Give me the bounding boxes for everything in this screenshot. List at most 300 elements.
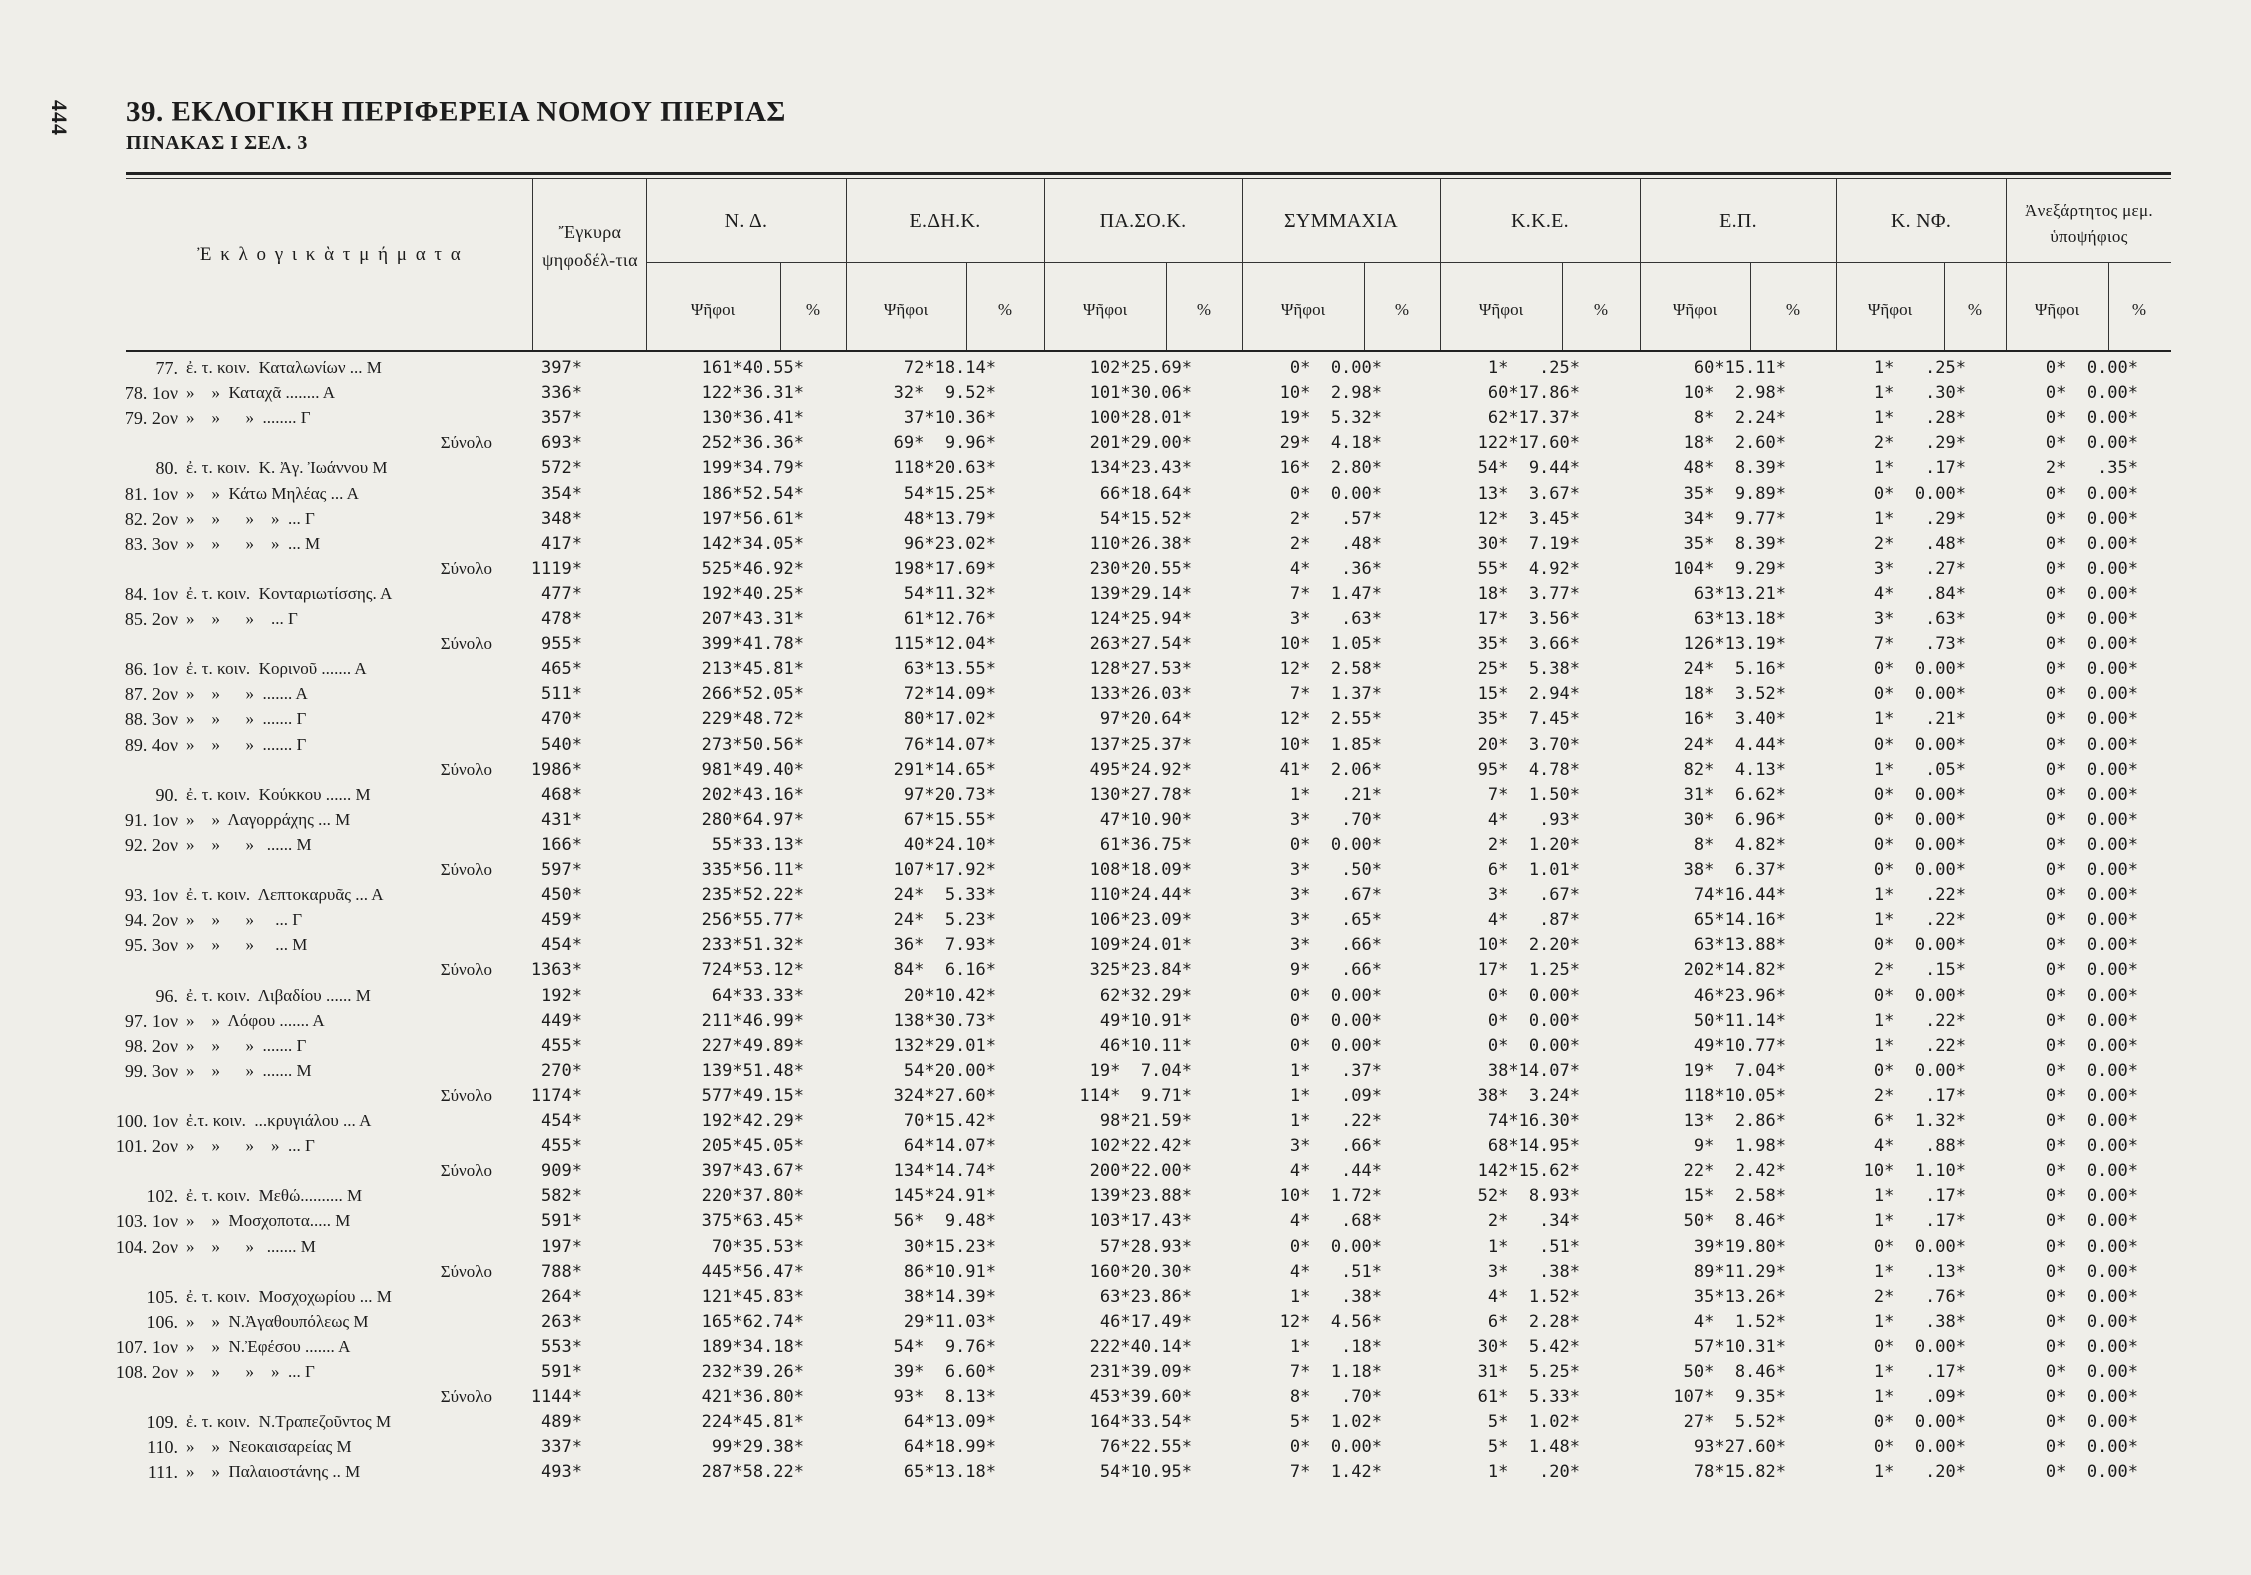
edik-result: 64*18.99* [903,1437,996,1458]
edik-result: 72*14.09* [903,684,996,705]
edik-result: 67*15.55* [903,809,996,830]
symmaxia-result: 41* 2.06* [1279,759,1382,780]
section-name: » » » » ... Γ [186,1136,315,1156]
symmaxia-result: 8* .70* [1289,1387,1382,1408]
independent-result: 0* 0.00* [2045,910,2138,931]
knf-result: 0* 0.00* [1873,985,1966,1006]
ep-result: 35* 9.89* [1683,483,1786,504]
nd-result: 142*34.05* [701,533,804,554]
section-name: » » » ... Γ [186,910,303,930]
header-sub-rule [646,262,2171,263]
knf-result: 2* .76* [1873,1286,1966,1307]
kke-result: 7* 1.50* [1487,784,1580,805]
nd-result: 287*58.22* [701,1462,804,1483]
kke-result: 12* 3.45* [1477,508,1580,529]
independent-result: 0* 0.00* [2045,885,2138,906]
section-name: » » Λόφου ....... Α [186,1010,325,1030]
knf-result: 3* .63* [1873,609,1966,629]
independent-result: 0* 0.00* [2045,1060,2138,1081]
valid-ballots: 511* [541,684,582,705]
total-row [0,958,2251,982]
ep-result: 78*15.82* [1693,1462,1786,1483]
edik-result: 54*20.00* [903,1060,996,1081]
kke-result: 35* 3.66* [1477,634,1580,655]
symmaxia-result: 2* .48* [1289,533,1382,554]
table-row [0,908,2251,932]
total-row [0,758,2251,782]
row-number: 86. 1ον [124,659,178,680]
ep-result: 63*13.88* [1693,935,1786,956]
edik-result: 39* 6.60* [893,1362,996,1382]
pasok-result: 46*17.49* [1099,1311,1192,1332]
independent-result: 0* 0.00* [2045,1286,2138,1307]
valid-ballots: 572* [541,458,582,479]
ep-result: 18* 2.60* [1683,433,1786,454]
nd-result: 266*52.05* [701,684,804,705]
edik-result: 48*13.79* [903,508,996,529]
row-number: 98. 2ον [124,1035,178,1056]
knf-result: 1* .17* [1873,1186,1966,1207]
knf-result: 6* 1.32* [1873,1111,1966,1131]
independent-result: 0* 0.00* [2045,1362,2138,1382]
row-number: 99. 3ον [124,1060,178,1081]
valid-ballots: 909* [541,1161,582,1182]
valid-ballots: 270* [541,1060,582,1081]
section-name: ἐ. τ. κοιν. Κονταριωτίσσης. Α [186,583,393,603]
independent-result: 0* 0.00* [2045,784,2138,805]
table-row [0,582,2251,606]
pasok-result: 61*36.75* [1099,834,1192,855]
header-pct: % [1593,300,1609,319]
independent-result: 0* 0.00* [2045,1412,2138,1433]
pasok-result: 110*26.38* [1089,533,1192,554]
knf-result: 0* 0.00* [1873,684,1966,705]
header-pct: % [805,300,821,319]
nd-result: 139*51.48* [701,1060,804,1081]
knf-result: 1* .09* [1873,1387,1966,1408]
section-name: » » » » ... Γ [186,508,315,528]
section-name: Σύνολο [440,433,492,453]
kke-result: 13* 3.67* [1477,483,1580,504]
symmaxia-result: 2* .57* [1289,508,1382,529]
ep-result: 31* 6.62* [1683,784,1786,805]
valid-ballots: 478* [541,609,582,629]
row-number: 100. 1ον [115,1111,178,1131]
table-row [0,657,2251,681]
independent-result: 0* 0.00* [2045,860,2138,880]
knf-result: 1* .30* [1873,383,1966,404]
valid-ballots: 354* [541,483,582,504]
section-name: » » Ν.Ἐφέσου ....... Α [186,1336,351,1356]
valid-ballots: 693* [541,433,582,454]
section-name: ἐ. τ. κοιν. Μοσχοχωρίου ... Μ [186,1286,392,1306]
independent-result: 0* 0.00* [2045,1387,2138,1408]
valid-ballots: 450* [541,885,582,906]
symmaxia-result: 29* 4.18* [1279,433,1382,454]
section-name: Σύνολο [440,960,492,980]
symmaxia-result: 10* 1.85* [1279,734,1382,755]
pasok-result: 164*33.54* [1089,1412,1192,1433]
kke-result: 62*17.37* [1487,408,1580,429]
section-name: ἐ. τ. κοιν. Καταλωνίων ... Μ [186,358,382,377]
symmaxia-result: 19* 5.32* [1279,408,1382,429]
symmaxia-result: 1* .09* [1289,1085,1382,1106]
edik-result: 76*14.07* [903,734,996,755]
ep-result: 126*13.19* [1683,634,1786,655]
symmaxia-result: 1* .38* [1289,1286,1382,1307]
valid-ballots: 455* [541,1136,582,1157]
ep-result: 22* 2.42* [1683,1161,1786,1182]
symmaxia-result: 0* 0.00* [1289,358,1382,378]
pasok-result: 160*20.30* [1089,1261,1192,1282]
row-number: 82. 2ον [124,508,178,529]
total-row [0,858,2251,882]
independent-result: 0* 0.00* [2045,1035,2138,1056]
header-divider [846,178,847,350]
kke-result: 0* 0.00* [1487,985,1580,1006]
kke-result: 15* 2.94* [1477,684,1580,705]
valid-ballots: 337* [541,1437,582,1458]
row-number: 93. 1ον [124,885,178,906]
row-number: 79. 2ον [124,408,178,429]
nd-result: 99*29.38* [711,1437,804,1458]
valid-ballots: 788* [541,1261,582,1282]
knf-result: 1* .28* [1873,408,1966,429]
knf-result: 0* 0.00* [1873,834,1966,855]
header-votes: Ψῆφοι [1280,300,1326,319]
row-number: 110. [147,1437,178,1458]
kke-result: 0* 0.00* [1487,1035,1580,1056]
kke-result: 6* 2.28* [1487,1311,1580,1332]
symmaxia-result: 16* 2.80* [1279,458,1382,479]
knf-result: 1* .21* [1873,709,1966,730]
header-votes: Ψῆφοι [2034,300,2080,319]
knf-result: 0* 0.00* [1873,734,1966,755]
ep-result: 46*23.96* [1693,985,1786,1006]
section-name: » » Λαγορράχης ... Μ [186,809,351,829]
table-row [0,1059,2251,1083]
section-name: » » » ...... Μ [186,834,312,854]
independent-result: 0* 0.00* [2045,1136,2138,1157]
kke-result: 38* 3.24* [1477,1085,1580,1106]
section-name: » » » ....... Α [186,684,308,704]
nd-result: 397*43.67* [701,1161,804,1182]
kke-result: 60*17.86* [1487,383,1580,404]
pasok-result: 200*22.00* [1089,1161,1192,1182]
page-number: 444 [47,100,72,136]
header-pct: % [1967,300,1983,319]
knf-result: 0* 0.00* [1873,809,1966,830]
ep-result: 18* 3.52* [1683,684,1786,705]
pasok-result: 47*10.90* [1099,809,1192,830]
nd-result: 252*36.36* [701,433,804,454]
total-row [0,632,2251,656]
nd-result: 165*62.74* [701,1311,804,1332]
symmaxia-result: 1* .22* [1289,1111,1382,1131]
ep-result: 202*14.82* [1683,960,1786,981]
nd-result: 211*46.99* [701,1010,804,1031]
nd-result: 224*45.81* [701,1412,804,1433]
total-row [0,431,2251,455]
pasok-result: 110*24.44* [1089,885,1192,906]
row-number: 90. [155,784,178,805]
knf-result: 3* .27* [1873,558,1966,579]
row-number: 111. [147,1462,178,1483]
table-row [0,984,2251,1008]
ep-result: 104* 9.29* [1673,558,1786,579]
header-votes: Ψῆφοι [690,300,736,319]
independent-result: 0* 0.00* [2045,1186,2138,1207]
nd-result: 233*51.32* [701,935,804,956]
edik-result: 54*11.32* [903,583,996,604]
edik-result: 54* 9.76* [893,1336,996,1357]
row-number: 77. [155,358,178,378]
knf-result: 1* .25* [1873,358,1966,378]
table-row [0,381,2251,405]
table-row [0,356,2251,380]
valid-ballots: 1986* [530,759,582,780]
knf-result: 0* 0.00* [1873,935,1966,956]
pasok-result: 54*10.95* [1099,1462,1192,1483]
kke-result: 2* .34* [1487,1211,1580,1232]
ep-result: 35*13.26* [1693,1286,1786,1307]
edik-result: 54*15.25* [903,483,996,504]
row-number: 85. 2ον [124,609,178,629]
kke-result: 4* .87* [1487,910,1580,931]
header-party-edik: Ε.ΔΗ.Κ. [909,210,981,232]
kke-result: 4* 1.52* [1487,1286,1580,1307]
section-name: » » » ....... Γ [186,709,307,729]
nd-result: 192*42.29* [701,1111,804,1131]
kke-result: 122*17.60* [1477,433,1580,454]
row-number: 92. 2ον [124,834,178,855]
header-sections: Ἐ κ λ ο γ ι κ ὰ τ μ ή μ α τ α [197,244,463,265]
ep-result: 65*14.16* [1693,910,1786,931]
kke-result: 142*15.62* [1477,1161,1580,1182]
edik-result: 32* 9.52* [893,383,996,404]
ep-result: 57*10.31* [1693,1336,1786,1357]
symmaxia-result: 12* 2.55* [1279,709,1382,730]
kke-result: 54* 9.44* [1477,458,1580,479]
pasok-result: 19* 7.04* [1089,1060,1192,1081]
independent-result: 0* 0.00* [2045,985,2138,1006]
header-pct: % [997,300,1013,319]
table-row [0,833,2251,857]
knf-result: 1* .22* [1873,1035,1966,1056]
nd-result: 981*49.40* [701,759,804,780]
section-name: Σύνολο [440,1085,492,1105]
nd-result: 227*49.89* [701,1035,804,1056]
row-number: 88. 3ον [124,709,178,730]
independent-result: 0* 0.00* [2045,1010,2138,1031]
independent-result: 0* 0.00* [2045,809,2138,830]
pasok-result: 54*15.52* [1099,508,1192,529]
header-votes: Ψῆφοι [1478,300,1524,319]
symmaxia-result: 4* .51* [1289,1261,1382,1282]
pasok-result: 46*10.11* [1099,1035,1192,1056]
ep-result: 93*27.60* [1693,1437,1786,1458]
header-party-pasok: ΠΑ.ΣΟ.Κ. [1099,210,1187,232]
symmaxia-result: 10* 1.72* [1279,1186,1382,1207]
valid-ballots: 264* [541,1286,582,1307]
independent-result: 2* .35* [2045,458,2138,479]
knf-result: 10* 1.10* [1863,1161,1966,1182]
kke-result: 1* .20* [1487,1462,1580,1483]
symmaxia-result: 3* .65* [1289,910,1382,931]
edik-result: 132*29.01* [893,1035,996,1056]
pasok-result: 128*27.53* [1089,659,1192,680]
knf-result: 1* .17* [1873,458,1966,479]
kke-result: 17* 1.25* [1477,960,1580,981]
independent-result: 0* 0.00* [2045,558,2138,579]
independent-result: 0* 0.00* [2045,960,2138,981]
independent-result: 0* 0.00* [2045,1085,2138,1106]
kke-result: 1* .25* [1487,358,1580,378]
header-divider [1836,178,1837,350]
valid-ballots: 166* [541,834,582,855]
valid-ballots: 489* [541,1412,582,1433]
section-name: » » » » ... Γ [186,1362,315,1381]
table-row [0,1410,2251,1434]
nd-result: 205*45.05* [701,1136,804,1157]
pasok-result: 103*17.43* [1089,1211,1192,1232]
edik-result: 61*12.76* [903,609,996,629]
edik-result: 24* 5.23* [893,910,996,931]
valid-ballots: 263* [541,1311,582,1332]
symmaxia-result: 0* 0.00* [1289,1035,1382,1056]
ep-result: 27* 5.52* [1683,1412,1786,1433]
knf-result: 2* .15* [1873,960,1966,981]
pasok-result: 63*23.86* [1099,1286,1192,1307]
independent-result: 0* 0.00* [2045,483,2138,504]
valid-ballots: 470* [541,709,582,730]
row-number: 101. 2ον [115,1136,178,1157]
valid-ballots: 336* [541,383,582,404]
nd-result: 220*37.80* [701,1186,804,1207]
ep-result: 50*11.14* [1693,1010,1786,1031]
table-row [0,507,2251,531]
section-name: ἐ. τ. κοιν. Λιβαδίου ...... Μ [186,985,371,1005]
pasok-result: 98*21.59* [1099,1111,1192,1131]
valid-ballots: 1119* [530,558,582,579]
ep-result: 39*19.80* [1693,1236,1786,1257]
symmaxia-result: 1* .18* [1289,1336,1382,1357]
valid-ballots: 468* [541,784,582,805]
header-party-ep: Ε.Π. [1719,210,1757,232]
edik-result: 86*10.91* [903,1261,996,1282]
symmaxia-result: 7* 1.37* [1289,684,1382,705]
section-name: Σύνολο [440,1261,492,1281]
row-number: 102. [146,1186,178,1207]
edik-result: 29*11.03* [903,1311,996,1332]
nd-result: 445*56.47* [701,1261,804,1282]
kke-result: 3* .38* [1487,1261,1580,1282]
pasok-result: 133*26.03* [1089,684,1192,705]
table-row [0,1009,2251,1033]
header-votes: Ψῆφοι [1082,300,1128,319]
knf-result: 1* .22* [1873,885,1966,906]
nd-result: 202*43.16* [701,784,804,805]
symmaxia-result: 7* 1.47* [1289,583,1382,604]
nd-result: 64*33.33* [711,985,804,1006]
pasok-result: 201*29.00* [1089,433,1192,454]
kke-result: 25* 5.38* [1477,659,1580,680]
section-name: » » Καταχᾶ ........ Α [186,383,336,403]
ep-result: 48* 8.39* [1683,458,1786,479]
knf-result: 0* 0.00* [1873,1236,1966,1257]
kke-result: 17* 3.56* [1477,609,1580,629]
knf-result: 2* .17* [1873,1085,1966,1106]
pasok-result: 134*23.43* [1089,458,1192,479]
header-divider [532,178,533,350]
symmaxia-result: 9* .66* [1289,960,1382,981]
row-number: 84. 1ον [124,583,178,604]
valid-ballots: 553* [541,1336,582,1357]
pasok-result: 101*30.06* [1089,383,1192,404]
header-divider [1242,178,1243,350]
edik-result: 96*23.02* [903,533,996,554]
pasok-result: 97*20.64* [1099,709,1192,730]
table-row [0,883,2251,907]
independent-result: 0* 0.00* [2045,1236,2138,1257]
ep-result: 89*11.29* [1693,1261,1786,1282]
top-rule [126,172,2171,175]
kke-result: 52* 8.93* [1477,1186,1580,1207]
ep-result: 74*16.44* [1693,885,1786,906]
header-party-symmaxia: ΣΥΜΜΑΧΙΑ [1283,210,1399,232]
knf-result: 1* .22* [1873,910,1966,931]
nd-result: 235*52.22* [701,885,804,906]
ep-result: 38* 6.37* [1683,860,1786,880]
edik-result: 24* 5.33* [893,885,996,906]
ep-result: 118*10.05* [1683,1085,1786,1106]
knf-result: 0* 0.00* [1873,784,1966,805]
section-name: » » Μοσχοποτα..... Μ [186,1211,351,1231]
nd-result: 192*40.25* [701,583,804,604]
nd-result: 577*49.15* [701,1085,804,1106]
pasok-result: 230*20.55* [1089,558,1192,579]
symmaxia-result: 0* 0.00* [1289,1010,1382,1031]
valid-ballots: 431* [541,809,582,830]
section-name: » » » ... Γ [186,609,298,628]
ep-result: 8* 4.82* [1693,834,1786,855]
row-number: 105. [146,1286,178,1307]
symmaxia-result: 7* 1.18* [1289,1362,1382,1382]
row-number: 81. 1ον [124,483,178,504]
independent-result: 0* 0.00* [2045,1261,2138,1282]
symmaxia-result: 0* 0.00* [1289,834,1382,855]
nd-result: 186*52.54* [701,483,804,504]
pasok-result: 114* 9.71* [1079,1085,1192,1106]
pasok-result: 108*18.09* [1089,860,1192,880]
ep-result: 13* 2.86* [1683,1111,1786,1131]
symmaxia-result: 4* .44* [1289,1161,1382,1182]
independent-result: 0* 0.00* [2045,358,2138,378]
knf-result: 0* 0.00* [1873,1060,1966,1081]
kke-result: 95* 4.78* [1477,759,1580,780]
nd-result: 724*53.12* [701,960,804,981]
table-row [0,1235,2251,1259]
section-name: ἐ. τ. κοιν. Μεθώ.......... Μ [186,1186,363,1206]
knf-result: 1* .13* [1873,1261,1966,1282]
edik-result: 107*17.92* [893,860,996,880]
kke-result: 74*16.30* [1487,1111,1580,1131]
edik-result: 97*20.73* [903,784,996,805]
edik-result: 63*13.55* [903,659,996,680]
nd-result: 55*33.13* [711,834,804,855]
header-pct: % [2131,300,2147,319]
table-row [0,1109,2251,1133]
